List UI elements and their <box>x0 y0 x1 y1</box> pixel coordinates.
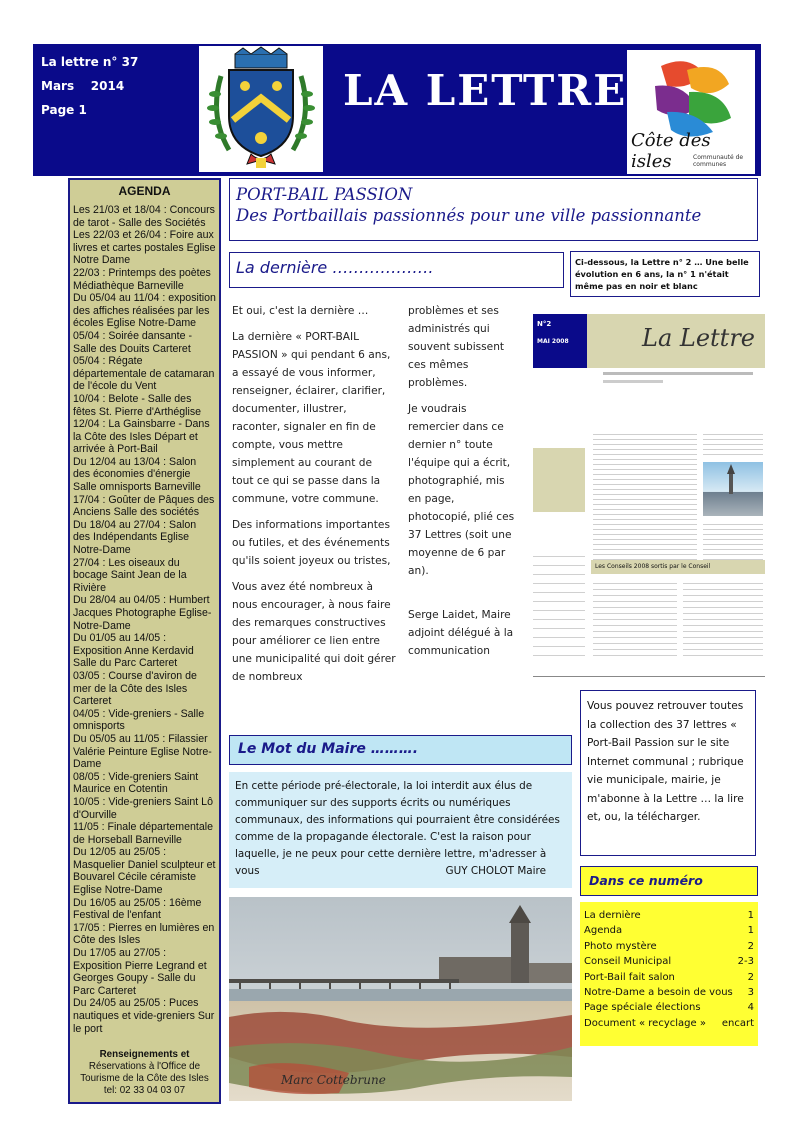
article-column-2 <box>408 302 518 668</box>
thumb-index <box>533 548 585 658</box>
contents-item <box>584 1000 754 1015</box>
contents-item-page: 3 <box>747 987 754 999</box>
paragraph: problèmes et ses administrés qui souvent subissent ces mêmes problèmes. <box>408 305 505 389</box>
crest-icon <box>199 46 323 172</box>
agenda-item: Du 18/04 au 27/04 : Salon des Indépendants Eglise Notre-Dame <box>73 518 197 557</box>
agenda-item: 10/05 : Vide-greniers Saint Lô d'Ourville <box>73 795 213 821</box>
thumb-photo <box>703 462 763 516</box>
agenda-item: 08/05 : Vide-greniers Saint Maurice en Cotentin <box>73 770 199 796</box>
issue-meta <box>41 50 138 122</box>
agenda-footer-line: Réservations à l'Office de <box>88 1061 201 1073</box>
thumb-text-block <box>593 430 697 560</box>
agenda-item: Du 28/04 au 04/05 : Humbert Jacques Photographe Eglise-Notre-Dame <box>73 594 212 632</box>
mayor-text: En cette période pré-électorale, la loi interdit aux élus de communiquer sur des supports écrits ou numériques communaux, des informations qui pourraient être considérées comme de la propagande électorale. C'est la raison pour laquelle, je ne peux pour cette dernière lettre, m'adresser à vous <box>235 780 560 877</box>
agenda-item: 22/03 : Printemps des poètes Médiathèque Barneville <box>73 266 211 292</box>
agenda-list <box>73 204 216 1035</box>
article-column-1 <box>232 302 396 694</box>
agenda-footer-line: Tourisme de la Côte des Isles <box>80 1073 209 1085</box>
agenda-sidebar <box>68 178 221 1104</box>
agenda-item: Du 12/05 au 25/05 : Masquelier Daniel sculpteur et Bouvarel Cécile céramiste Eglise Notre-Dame <box>73 846 216 897</box>
contents-item <box>584 985 754 1000</box>
paragraph: Je voudrais remercier dans ce dernier n° toute l'équipe qui a écrit, photographié, mis en page, photocopié, plié ces 37 Lettres (soit une moyenne de 6 par an). <box>408 403 515 577</box>
agenda-item: Du 24/05 au 25/05 : Puces nautiques et vide-greniers Sur le port <box>73 997 215 1035</box>
page-number: Page 1 <box>41 103 87 117</box>
agenda-item: 27/04 : Les oiseaux du bocage Saint Jean de la Rivière <box>73 556 187 594</box>
portbail-photo <box>229 897 572 1101</box>
mayor-message <box>229 772 572 888</box>
agenda-item: Du 01/05 au 14/05 : Exposition Anne Kerdavid Salle du Parc Carteret <box>73 632 194 670</box>
thumb-box-heading: Les Conseils 2008 sortis par le Conseil <box>591 560 765 574</box>
contents-item-label: Conseil Municipal <box>584 956 672 968</box>
agenda-item: 05/04 : Soirée dansante - Salle des Douits Carteret <box>73 329 192 355</box>
agenda-item: 10/04 : Belote - Salle des fêtes St. Pierre d'Arthéglise <box>73 392 202 418</box>
newsletter-title: LA LETTRE <box>343 66 628 115</box>
landscape-photo <box>229 897 572 1101</box>
contents-item-label: Agenda <box>584 925 623 937</box>
contents-heading: Dans ce numéro <box>580 866 758 896</box>
header-band <box>33 44 761 176</box>
agenda-footer-title: Renseignements et <box>99 1049 190 1061</box>
agenda-item: 12/04 : La Gainsbarre - Dans la Côte des Isles Départ et arrivée à Port-Bail <box>73 418 210 456</box>
agenda-item: 17/04 : Goûter de Pâques des Anciens Salle des sociétés <box>73 493 215 519</box>
contents-item-page: 2-3 <box>737 956 754 968</box>
agenda-item: Du 16/05 au 25/05 : 16ème Festival de l'enfant <box>73 896 202 922</box>
contents-item <box>584 939 754 954</box>
contents-item-page: 1 <box>747 925 754 937</box>
agenda-item: 03/05 : Course d'aviron de mer de la Côte des Isles Carteret <box>73 669 197 708</box>
contents-item-page: encart <box>721 1017 754 1029</box>
contents-item <box>584 908 754 923</box>
thumbnail-caption: Ci-dessous, la Lettre n° 2 … Une belle évolution en 6 ans, la n° 1 n'était même pas en noir et blanc <box>570 251 760 297</box>
author-signature: Serge Laidet, Maire adjoint délégué à la communication <box>408 609 514 657</box>
archive-info-box: Vous pouvez retrouver toutes la collection des 37 lettres « Port-Bail Passion sur le site Internet communal ; rubrique vie municipale, mairie, je m'abonne à la Lettre … la lire et, ou, la télécharger. <box>580 690 756 856</box>
agenda-item: 05/04 : Régate départementale de catamaran de l'école du Vent <box>73 355 215 393</box>
agenda-item: Les 21/03 et 18/04 : Concours de tarot - Salle des Sociétés <box>73 204 215 229</box>
thumb-sidebar <box>533 448 585 512</box>
logo-subtext: Communauté de communes <box>693 154 744 168</box>
contents-item <box>584 954 754 969</box>
contents-item-page: 2 <box>747 971 754 983</box>
photo-signature: Marc Cottebrune <box>281 1073 386 1087</box>
old-issue-thumbnail <box>533 312 765 678</box>
contents-item-label: Page spéciale élections <box>584 1002 701 1014</box>
thumb-header-band <box>533 314 587 368</box>
issue-date: Mars 2014 <box>41 79 125 93</box>
agenda-item: Du 05/05 au 11/05 : Filassier Valérie Peinture Eglise Notre-Dame <box>73 732 212 771</box>
cote-des-isles-logo <box>627 50 755 174</box>
contents-item <box>584 1016 754 1031</box>
contents-list <box>580 902 758 1046</box>
agenda-item: Les 22/03 et 26/04 : Foire aux livres et cartes postales Eglise Notre Dame <box>73 229 216 267</box>
agenda-title: AGENDA <box>118 184 171 198</box>
thumb-title: La Lettre <box>642 324 755 352</box>
thumb-title-band <box>587 314 765 368</box>
mayor-signature: GUY CHOLOT Maire <box>445 865 546 877</box>
paragraph: Vous avez été nombreux à nous encourager, à nous faire des remarques constructives pour améliorer ce lien entre une municipalité qui doit gérer de nombreux <box>232 581 396 683</box>
contents-item-label: Document « recyclage » <box>584 1017 706 1029</box>
agenda-item: Du 12/04 au 13/04 : Salon des économies d'énergie Salle omnisports Barneville <box>73 455 201 494</box>
contents-item-label: Notre-Dame a besoin de vous <box>584 987 733 999</box>
contents-item-page: 2 <box>747 940 754 952</box>
paragraph: La dernière « PORT-BAIL PASSION » qui pendant 6 ans, a essayé de vous informer, renseigner, éclairer, clarifier, documenter, illustrer, raconter, signaler en fin de compte, vous mettre simplement au courant de tout ce qui se passe dans la commune, votre commune. <box>232 331 391 505</box>
masthead <box>229 178 758 241</box>
contents-item-page: 1 <box>747 910 754 921</box>
derniere-heading: La dernière ………………. <box>229 252 564 288</box>
agenda-item: 17/05 : Pierres en lumières en Côte des Isles <box>73 921 215 947</box>
agenda-item: Du 17/05 au 27/05 : Exposition Pierre Legrand et Georges Goupy - Salle du Parc Carteret <box>73 947 207 997</box>
agenda-item: 04/05 : Vide-greniers - Salle omnisports <box>73 707 205 733</box>
agenda-item: 11/05 : Finale départementale de Horseball Barneville <box>73 821 213 846</box>
contents-item-label: La dernière <box>584 910 641 921</box>
agenda-footer-line: tel: 02 33 04 03 07 <box>103 1085 186 1097</box>
agenda-footer <box>73 1049 216 1097</box>
thumb-date: MAI 2008 <box>537 338 569 345</box>
contents-item-label: Photo mystère <box>584 940 657 952</box>
masthead-title: PORT-BAIL PASSION <box>236 185 413 204</box>
masthead-subtitle: Des Portbaillais passionnés pour une ville passionnante <box>236 206 702 225</box>
town-crest <box>199 46 323 172</box>
mayor-heading: Le Mot du Maire ………. <box>229 735 572 765</box>
paragraph: Et oui, c'est la dernière … <box>232 305 369 317</box>
logo-text: Côte des isles <box>631 130 711 172</box>
contents-item <box>584 970 754 985</box>
thumb-issue: N°2 <box>537 320 552 328</box>
contents-item-page: 4 <box>747 1002 754 1014</box>
agenda-item: Du 05/04 au 11/04 : exposition des affiches réalisées par les écoles Eglise Notre-Dame <box>73 292 216 330</box>
contents-item <box>584 923 754 938</box>
issue-number: La lettre n° 37 <box>41 55 139 69</box>
contents-item-label: Port-Bail fait salon <box>584 971 675 983</box>
paragraph: Des informations importantes ou futiles, et des événements qu'ils soient joyeux ou tristes, <box>232 519 391 567</box>
